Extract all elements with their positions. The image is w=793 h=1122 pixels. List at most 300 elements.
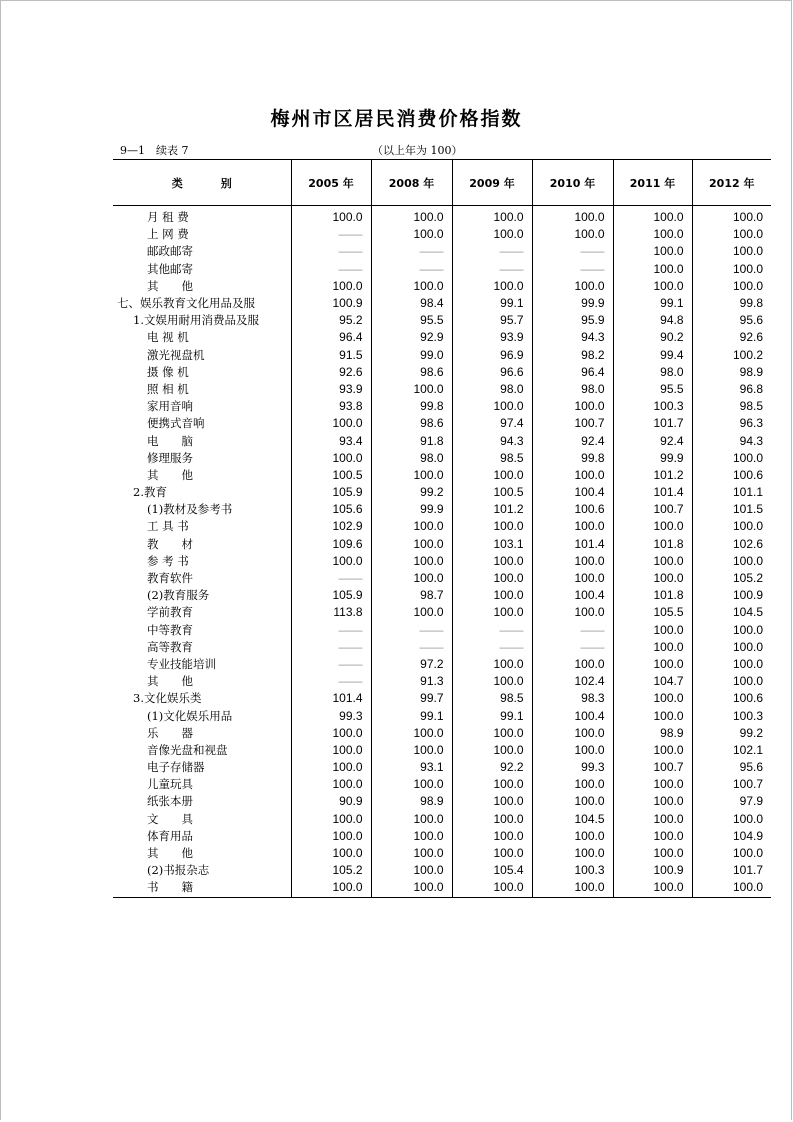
index-value-cell: 100.0 [613, 793, 692, 810]
index-value-cell: 105.6 [291, 501, 371, 518]
index-value-cell: 100.3 [692, 707, 771, 724]
row-label: 邮政邮寄 [147, 244, 193, 259]
index-value-cell: 100.4 [532, 587, 613, 604]
index-value-cell: 100.0 [692, 673, 771, 690]
row-label: 乐 器 [147, 725, 193, 740]
index-value-cell: 92.2 [452, 759, 532, 776]
index-value-cell: 100.0 [291, 759, 371, 776]
index-value-cell: 100.5 [452, 484, 532, 501]
index-value-cell: 98.9 [613, 725, 692, 742]
index-value-cell: —— [452, 639, 532, 656]
table-row [113, 295, 771, 312]
index-value-cell: 98.6 [371, 364, 452, 381]
index-value-cell: —— [371, 622, 452, 639]
index-value-cell: 100.0 [371, 570, 452, 587]
row-label: 月 租 费 [147, 210, 189, 225]
index-value-cell: 104.5 [692, 604, 771, 621]
index-value-cell: 100.6 [692, 690, 771, 707]
index-value-cell: —— [452, 261, 532, 278]
index-value-cell: —— [291, 226, 371, 243]
index-value-cell: 101.4 [532, 536, 613, 553]
index-value-cell: 102.6 [692, 536, 771, 553]
index-value-cell: 100.0 [452, 811, 532, 828]
index-value-cell: 100.0 [452, 845, 532, 862]
row-label: 便携式音响 [147, 416, 205, 431]
index-value-cell: 100.7 [613, 501, 692, 518]
row-label: 高等教育 [147, 639, 193, 654]
table-number: 9—1 续表 7 [120, 144, 189, 157]
header-category: 类 别 [113, 160, 291, 206]
index-value-cell: 93.4 [291, 432, 371, 449]
index-value-cell: 100.0 [452, 587, 532, 604]
row-label: 其 他 [147, 846, 193, 861]
index-value-cell: 100.0 [371, 811, 452, 828]
index-value-cell: 93.8 [291, 398, 371, 415]
index-value-cell: 100.0 [291, 415, 371, 432]
table-row [113, 381, 771, 398]
row-label: 儿童玩具 [147, 777, 193, 792]
index-value-cell: —— [532, 639, 613, 656]
index-value-cell: 100.0 [452, 553, 532, 570]
index-value-cell: 95.7 [452, 312, 532, 329]
index-value-cell: 100.2 [692, 347, 771, 364]
index-value-cell: 94.8 [613, 312, 692, 329]
index-value-cell: 100.0 [291, 742, 371, 759]
index-value-cell: 99.0 [371, 347, 452, 364]
table-row [113, 329, 771, 346]
table-row [113, 656, 771, 673]
index-value-cell: —— [291, 243, 371, 260]
index-value-cell: 91.3 [371, 673, 452, 690]
index-value-cell: 94.3 [692, 432, 771, 449]
index-value-cell: 100.0 [613, 828, 692, 845]
index-value-cell: 99.1 [452, 707, 532, 724]
index-value-cell: 91.8 [371, 432, 452, 449]
index-value-cell: 104.5 [532, 811, 613, 828]
table-row [113, 278, 771, 295]
index-value-cell: 100.0 [452, 828, 532, 845]
index-value-cell: 105.9 [291, 587, 371, 604]
row-label: 教 材 [147, 536, 193, 551]
index-value-cell: 100.0 [532, 828, 613, 845]
index-value-cell: 100.0 [613, 278, 692, 295]
index-value-cell: 101.5 [692, 501, 771, 518]
table-row [113, 828, 771, 845]
index-value-cell: 100.0 [692, 639, 771, 656]
table-row [113, 570, 771, 587]
index-value-cell: 101.2 [613, 467, 692, 484]
index-value-cell: 99.2 [692, 725, 771, 742]
index-value-cell: 100.7 [613, 759, 692, 776]
index-value-cell: —— [532, 243, 613, 260]
index-value-cell: 100.0 [692, 278, 771, 295]
table-row [113, 604, 771, 621]
index-value-cell: 100.0 [371, 845, 452, 862]
row-label: 激光视盘机 [147, 347, 205, 362]
index-value-cell: 100.0 [291, 450, 371, 467]
index-value-cell: 100.0 [613, 776, 692, 793]
index-value-cell: 99.4 [613, 347, 692, 364]
index-value-cell: 100.0 [613, 261, 692, 278]
index-value-cell: 103.1 [452, 536, 532, 553]
table-row [113, 518, 771, 535]
index-value-cell: 97.2 [371, 656, 452, 673]
index-value-cell: 97.9 [692, 793, 771, 810]
index-value-cell: 100.0 [613, 518, 692, 535]
table-row [113, 879, 771, 897]
index-value-cell: 100.0 [613, 639, 692, 656]
index-value-cell: 100.0 [613, 570, 692, 587]
index-value-cell: 99.1 [613, 295, 692, 312]
index-value-cell: —— [291, 673, 371, 690]
index-value-cell: 100.4 [532, 707, 613, 724]
index-value-cell: 105.5 [613, 604, 692, 621]
index-value-cell: 100.0 [452, 656, 532, 673]
table-row [113, 587, 771, 604]
table-row [113, 742, 771, 759]
index-value-cell: 100.0 [452, 604, 532, 621]
index-value-cell: —— [532, 622, 613, 639]
index-value-cell: 102.4 [532, 673, 613, 690]
table-row [113, 484, 771, 501]
index-value-cell: 94.3 [532, 329, 613, 346]
header-year: 2011 年 [613, 160, 692, 206]
index-value-cell: 100.6 [692, 467, 771, 484]
index-value-cell: 101.7 [613, 415, 692, 432]
row-label: 修理服务 [147, 450, 193, 465]
table-row [113, 364, 771, 381]
index-value-cell: 100.0 [532, 604, 613, 621]
index-value-cell: —— [371, 639, 452, 656]
index-value-cell: 98.2 [532, 347, 613, 364]
index-value-cell: 100.0 [291, 879, 371, 897]
table-row [113, 347, 771, 364]
index-value-cell: 95.9 [532, 312, 613, 329]
index-value-cell: 100.0 [613, 845, 692, 862]
index-value-cell: 100.0 [371, 604, 452, 621]
index-value-cell: 105.2 [692, 570, 771, 587]
index-value-cell: 105.2 [291, 862, 371, 879]
index-value-cell: 109.6 [291, 536, 371, 553]
index-value-cell: 105.4 [452, 862, 532, 879]
index-value-cell: 98.7 [371, 587, 452, 604]
index-value-cell: 100.0 [613, 879, 692, 897]
header-year: 2012 年 [692, 160, 771, 206]
index-value-cell: 100.0 [452, 742, 532, 759]
index-value-cell: 100.0 [532, 725, 613, 742]
index-value-cell: 101.4 [291, 690, 371, 707]
index-value-cell: 100.0 [532, 776, 613, 793]
index-value-cell: 99.3 [291, 707, 371, 724]
index-value-cell: 100.0 [291, 209, 371, 226]
header-year: 2005 年 [291, 160, 371, 206]
index-value-cell: 99.8 [532, 450, 613, 467]
index-value-cell: —— [371, 261, 452, 278]
index-value-cell: 101.1 [692, 484, 771, 501]
index-value-cell: 96.4 [532, 364, 613, 381]
index-value-cell: 100.0 [692, 622, 771, 639]
table-row [113, 639, 771, 656]
index-value-cell: 100.0 [532, 570, 613, 587]
table-row [113, 622, 771, 639]
table-row [113, 707, 771, 724]
index-value-cell: 90.9 [291, 793, 371, 810]
index-value-cell: 100.3 [532, 862, 613, 879]
table-row [113, 776, 771, 793]
row-label: 电子存储器 [147, 760, 205, 775]
index-value-cell: 92.4 [613, 432, 692, 449]
index-value-cell: 98.5 [452, 690, 532, 707]
index-value-cell: 101.8 [613, 536, 692, 553]
table-row [113, 226, 771, 243]
page-title: 梅州市区居民消费价格指数 [270, 108, 523, 130]
row-label: 纸张本册 [147, 794, 193, 809]
index-value-cell: 100.0 [291, 278, 371, 295]
index-value-cell: 99.1 [452, 295, 532, 312]
row-label: 参 考 书 [147, 553, 189, 568]
row-label: 摄 像 机 [147, 364, 189, 379]
index-value-cell: 98.0 [613, 364, 692, 381]
index-value-cell: 100.0 [532, 742, 613, 759]
row-label: 照 相 机 [147, 381, 189, 396]
row-label: 学前教育 [147, 605, 193, 620]
row-label: 电 视 机 [147, 330, 189, 345]
index-value-cell: 101.8 [613, 587, 692, 604]
index-value-cell: —— [532, 261, 613, 278]
table-row [113, 793, 771, 810]
index-value-cell: 100.0 [452, 673, 532, 690]
index-value-cell: 100.0 [291, 776, 371, 793]
index-value-cell: 100.0 [291, 725, 371, 742]
base-note: （以上年为 100） [372, 144, 463, 157]
index-value-cell: 98.4 [371, 295, 452, 312]
index-value-cell: 97.4 [452, 415, 532, 432]
index-value-cell: 99.8 [692, 295, 771, 312]
table-row [113, 673, 771, 690]
index-value-cell: 100.0 [692, 656, 771, 673]
index-value-cell: 105.9 [291, 484, 371, 501]
row-label: 其 他 [147, 674, 193, 689]
index-value-cell: 99.9 [371, 501, 452, 518]
index-value-cell: 100.0 [371, 536, 452, 553]
row-label: (1)教材及参考书 [147, 502, 233, 517]
table-row [113, 690, 771, 707]
row-label: 专业技能培训 [147, 656, 216, 671]
index-value-cell: 98.0 [532, 381, 613, 398]
index-value-cell: 100.0 [692, 243, 771, 260]
index-value-cell: 100.0 [692, 226, 771, 243]
index-value-cell: 95.6 [692, 759, 771, 776]
index-value-cell: 95.5 [371, 312, 452, 329]
table-row [113, 432, 771, 449]
index-value-cell: 101.2 [452, 501, 532, 518]
table-row [113, 553, 771, 570]
index-value-cell: —— [291, 639, 371, 656]
index-value-cell: 102.1 [692, 742, 771, 759]
index-value-cell: 98.0 [371, 450, 452, 467]
table-row [113, 811, 771, 828]
row-label: 其 他 [147, 467, 193, 482]
index-value-cell: 99.9 [613, 450, 692, 467]
table-row [113, 209, 771, 226]
index-value-cell: 93.1 [371, 759, 452, 776]
index-value-cell: 100.0 [532, 879, 613, 897]
table-row [113, 725, 771, 742]
table-row [113, 862, 771, 879]
index-value-cell: 100.0 [613, 226, 692, 243]
index-value-cell: —— [452, 243, 532, 260]
index-value-cell: 98.6 [371, 415, 452, 432]
price-index-table [113, 159, 771, 898]
index-value-cell: —— [291, 261, 371, 278]
index-value-cell: 100.0 [532, 656, 613, 673]
index-value-cell: 95.5 [613, 381, 692, 398]
index-value-cell: 100.0 [613, 656, 692, 673]
index-value-cell: 100.0 [532, 226, 613, 243]
index-value-cell: 92.6 [692, 329, 771, 346]
index-value-cell: 100.0 [452, 398, 532, 415]
index-value-cell: 100.0 [452, 518, 532, 535]
row-label: 教育软件 [147, 571, 193, 586]
table-row [113, 501, 771, 518]
index-value-cell: 91.5 [291, 347, 371, 364]
index-value-cell: 96.9 [452, 347, 532, 364]
index-value-cell: 98.5 [452, 450, 532, 467]
row-label: 音像光盘和视盘 [147, 742, 228, 757]
index-value-cell: 96.6 [452, 364, 532, 381]
index-value-cell: 99.9 [532, 295, 613, 312]
index-value-cell: 100.9 [291, 295, 371, 312]
index-value-cell: 100.0 [532, 398, 613, 415]
index-value-cell: —— [291, 656, 371, 673]
row-label: 书 籍 [113, 879, 291, 897]
index-value-cell: 100.0 [452, 879, 532, 897]
row-label: 上 网 费 [147, 227, 189, 242]
index-value-cell: —— [291, 570, 371, 587]
index-value-cell: 96.8 [692, 381, 771, 398]
index-value-cell: 100.0 [452, 226, 532, 243]
index-value-cell: 100.0 [371, 776, 452, 793]
header-year: 2009 年 [452, 160, 532, 206]
index-value-cell: 100.0 [371, 828, 452, 845]
index-value-cell: —— [371, 243, 452, 260]
index-value-cell: 90.2 [613, 329, 692, 346]
index-value-cell: 100.0 [452, 776, 532, 793]
index-value-cell: 99.7 [371, 690, 452, 707]
index-value-cell: 100.0 [371, 467, 452, 484]
index-value-cell: 100.0 [371, 742, 452, 759]
index-value-cell: 100.0 [692, 879, 771, 897]
index-value-cell: 98.5 [692, 398, 771, 415]
index-value-cell: 100.0 [613, 811, 692, 828]
index-value-cell: 100.0 [371, 209, 452, 226]
index-value-cell: 100.0 [692, 518, 771, 535]
index-value-cell: 100.0 [291, 811, 371, 828]
table-row [113, 759, 771, 776]
index-value-cell: 100.0 [452, 278, 532, 295]
index-value-cell: 102.9 [291, 518, 371, 535]
index-value-cell: 92.4 [532, 432, 613, 449]
index-value-cell: 100.9 [692, 587, 771, 604]
index-value-cell: 100.0 [371, 862, 452, 879]
table-row [113, 450, 771, 467]
row-label: 工 具 书 [147, 519, 189, 534]
index-value-cell: 100.0 [692, 209, 771, 226]
index-value-cell: 100.0 [452, 467, 532, 484]
index-value-cell: 100.3 [613, 398, 692, 415]
index-value-cell: 100.0 [532, 518, 613, 535]
index-value-cell: 95.2 [291, 312, 371, 329]
index-value-cell: 100.0 [291, 845, 371, 862]
index-value-cell: 98.9 [371, 793, 452, 810]
row-label: 2.教育 [133, 485, 167, 500]
index-value-cell: 99.3 [532, 759, 613, 776]
index-value-cell: 100.0 [692, 845, 771, 862]
index-value-cell: 100.6 [532, 501, 613, 518]
table-row [113, 845, 771, 862]
row-label: 体育用品 [147, 828, 193, 843]
index-value-cell: 100.0 [452, 570, 532, 587]
index-value-cell: 96.3 [692, 415, 771, 432]
index-value-cell: 92.6 [291, 364, 371, 381]
index-value-cell: 100.0 [532, 845, 613, 862]
table-row [113, 536, 771, 553]
index-value-cell: 98.0 [452, 381, 532, 398]
table-row [113, 243, 771, 260]
index-value-cell: 93.9 [291, 381, 371, 398]
index-value-cell: 100.0 [452, 725, 532, 742]
index-value-cell: 104.9 [692, 828, 771, 845]
index-value-cell: 100.5 [291, 467, 371, 484]
index-value-cell: 100.0 [371, 879, 452, 897]
table-row [113, 261, 771, 278]
index-value-cell: 101.4 [613, 484, 692, 501]
table-row [113, 467, 771, 484]
index-value-cell: 100.0 [692, 811, 771, 828]
index-value-cell: 96.4 [291, 329, 371, 346]
index-value-cell: 93.9 [452, 329, 532, 346]
row-label: 家用音响 [147, 399, 193, 414]
row-label: 文 具 [147, 811, 193, 826]
index-value-cell: 100.0 [613, 707, 692, 724]
index-value-cell: 100.7 [692, 776, 771, 793]
index-value-cell: 100.0 [371, 381, 452, 398]
row-label: 1.文娱用耐用消费品及服 [133, 313, 259, 328]
index-value-cell: 100.0 [532, 553, 613, 570]
index-value-cell: 98.9 [692, 364, 771, 381]
index-value-cell: 100.0 [613, 742, 692, 759]
row-label: (2)书报杂志 [147, 863, 210, 878]
row-label: 其 他 [147, 278, 193, 293]
row-label: (1)文化娱乐用品 [147, 708, 233, 723]
row-label: 中等教育 [147, 622, 193, 637]
index-value-cell: 100.0 [532, 278, 613, 295]
index-value-cell: 100.0 [371, 553, 452, 570]
table-row [113, 398, 771, 415]
row-label: 电 脑 [147, 433, 193, 448]
index-value-cell: 100.0 [692, 261, 771, 278]
header-year: 2008 年 [371, 160, 452, 206]
index-value-cell: 100.0 [452, 209, 532, 226]
header-year: 2010 年 [532, 160, 613, 206]
index-value-cell: —— [452, 622, 532, 639]
index-value-cell: 100.0 [692, 553, 771, 570]
index-value-cell: 100.0 [371, 725, 452, 742]
index-value-cell: 100.0 [613, 243, 692, 260]
index-value-cell: 113.8 [291, 604, 371, 621]
index-value-cell: 100.0 [371, 278, 452, 295]
row-label: 七、娱乐教育文化用品及服 [117, 296, 255, 311]
